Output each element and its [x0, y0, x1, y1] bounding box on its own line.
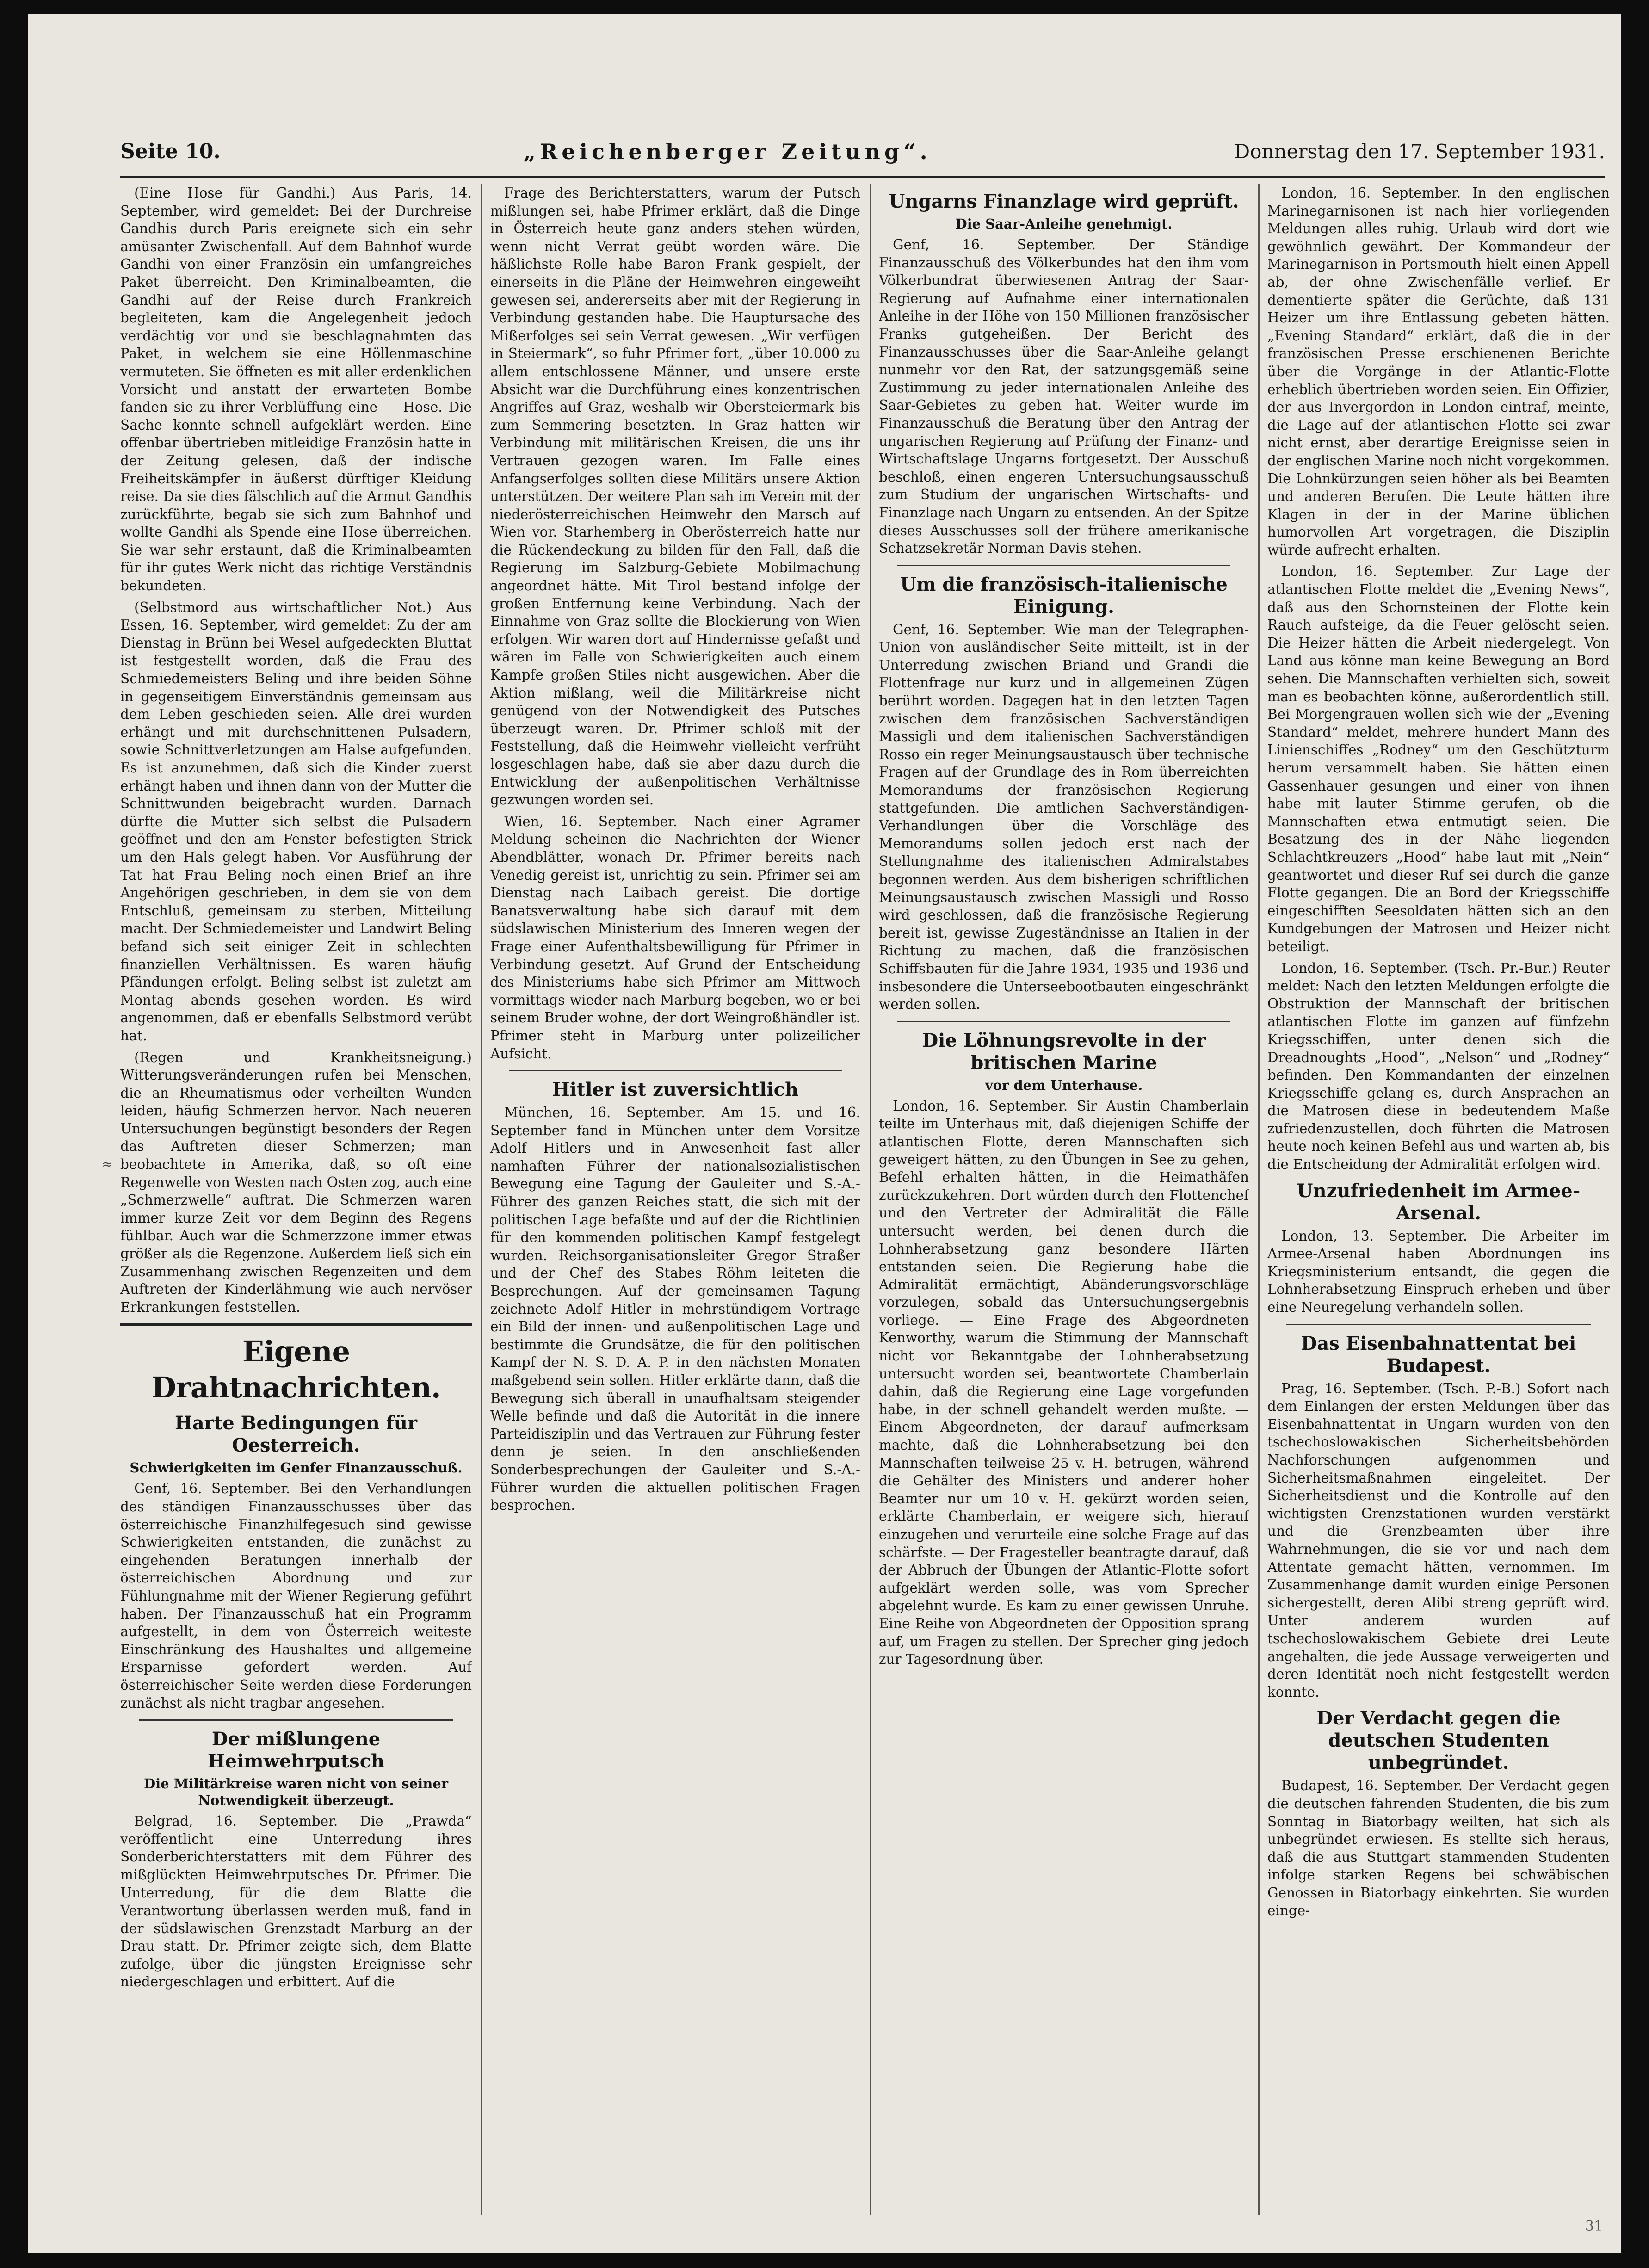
page-number: Seite 10.: [120, 140, 221, 163]
headline-hitler: Hitler ist zuversichtlich: [552, 1079, 799, 1101]
article-armee-arsenal: London, 13. September. Die Arbeiter im Armee-Arsenal haben Abordnungen ins Kriegsministerium entsandt, die gegen die Lohnherabsetzung Einspruch erheben und über eine Neuregelung verhandeln sollen.: [1267, 1228, 1610, 1316]
masthead: „Reichenberger Zeitung“.: [523, 139, 932, 164]
article-divider: [1286, 1324, 1591, 1325]
headline-loehnungsrevolte: Die Löhnungsrevolte in der britischen Marine: [922, 1029, 1206, 1074]
article-divider: [897, 1021, 1230, 1022]
article-loehnungsrevolte: London, 16. September. Sir Austin Chamberlain teilte im Unterhaus mit, daß diejenigen Schiffe der atlantischen Flotte, deren Mannschaften sich geweigert hätten, zu den Übungen in See zu gehen, Befehl erhalten hätten, in die Heimathäfen zurückzukehren. Dort würden durch den Flottenchef und den Vertreter der Admiralität die Fälle untersucht werden, bei denen durch die Lohnherabsetzung ganz besondere Härten entstanden seien. Die Regierung habe die Admiralität ermächtigt, Abänderungsvorschläge vorzulegen, sobald das Untersuchungsergebnis vorliege. — Eine Frage des Abgeordneten Kenworthy, warum die Stimmung der Mannschaft nicht vor Bekanntgabe der Lohnherabsetzung untersucht worden sei, beantwortete Chamberlain dahin, daß die Regierung eine Lage vorgefunden habe, in der schnell gehandelt werden mußte. — Einem Abgeordneten, der darauf aufmerksam machte, daß die Lohnherabsetzung bei den Mannschaften teilweise 25 v. H. betrugen, während die Gehälter des Ministers und anderer hoher Beamter nur um 10 v. H. gekürzt worden seien, erklärte Chamberlain, er weigere sich, hierauf einzugehen und verurteile eine solche Frage auf das schärfste. — Der Fragesteller beantragte darauf, daß der Abbruch der Übungen der Atlantic-Flotte sofort aufgeklärt werden solle, was vom Sprecher abgelehnt wurde. Es kam zu einer gewissen Unruhe. Eine Reihe von Abgeordneten der Opposition sprang auf, um Fragen zu stellen. Der Sprecher ging jedoch zur Tagesordnung über.: [879, 1098, 1249, 1668]
column-1: [120, 184, 472, 2210]
article-divider: [509, 1070, 842, 1071]
article-heimwehrputsch: Belgrad, 16. September. Die „Prawda“ veröffentlicht eine Unterredung ihres Sonderberichterstatters mit dem Führer des mißglückten Heimwehrputsches Dr. Pfrimer. Die Unterredung, für die dem Blatte die Verantwortung überlassen werden muß, fand in der südslawischen Grenzstadt Marburg an der Drau statt. Dr. Pfrimer zeigte sich, dem Blatte zufolge, über die jüngsten Ereignisse sehr niedergeschlagen und erbittert. Auf die: [120, 1813, 472, 1990]
column-4: [1267, 184, 1610, 2210]
column-divider: [870, 184, 871, 2215]
article-regen-krankheit: (Regen und Krankheitsneigung.) Witterungsveränderungen rufen bei Menschen, die an Rheumatismus oder verheilten Wunden leiden, häufig Schmerzen hervor. Nach neueren Untersuchungen begünstigt besonders der Regen das Auftreten dieser Schmerzen; man beobachtete in Amerika, daß, so oft eine Regenwelle von Westen nach Osten zog, auch eine „Schmerzwelle“ auftrat. Die Schmerzen waren immer kurze Zeit vor dem Beginn des Regens fühlbar. Auch war die Schmerzzone immer etwas größer als die Regenzone. Außerdem ließ sich ein Zusammenhang zwischen Regenzeiten und dem Auftreten der Kinderlähmung wie auch nervöser Erkrankungen feststellen.: [120, 1049, 472, 1315]
article-reuter: London, 16. September. (Tsch. Pr.-Bur.) Reuter meldet: Nach den letzten Meldungen erfolgte die Obstruktion der Mannschaft der britischen atlantischen Flotte im ganzen auf fünfzehn Kriegsschiffen, unter denen sich die Dreadnoughts „Hood“, „Nelson“ und „Rodney“ befinden. Den Kommandanten der einzelnen Kriegsschiffe gelang es, durch Ansprachen an die Matrosen diese in bedeutendem Maße zufriedenzustellen, doch führten die Matrosen heute noch keinen Befehl aus und warten ab, bis die Entscheidung der Admiralität erfolgen wird.: [1267, 960, 1610, 1173]
article-pfrimer-wien: Wien, 16. September. Nach einer Agramer Meldung scheinen die Nachrichten der Wiener Abendblätter, wonach Dr. Pfrimer bereits nach Venedig gereist ist, unrichtig zu sein. Pfrimer sei am Dienstag nach Laibach gereist. Die dortige Banatsverwaltung habe sich darauf mit dem südslawischen Ministerium des Inneren wegen der Frage einer Aufenthaltsbewilligung für Pfrimer in Verbindung gesetzt. Auf Grund der Entscheidung des Ministeriums habe sich Pfrimer am Mittwoch vormittags wieder nach Marburg begeben, wo er bei seinem Bruder wohne, der dort Weingroßhändler ist. Pfrimer steht in Marburg unter polizeilicher Aufsicht.: [490, 813, 860, 1062]
column-3: [879, 184, 1249, 2210]
subheadline-heimwehrputsch: Die Militärkreise waren nicht von seiner Notwendigkeit überzeugt.: [143, 1776, 449, 1809]
column-2: [490, 184, 860, 2210]
column-divider: [481, 184, 482, 2215]
article-divider: [897, 565, 1230, 566]
column-divider: [1258, 184, 1260, 2215]
section-rule: [120, 1323, 472, 1326]
headline-oesterreich: Harte Bedingungen für Oesterreich.: [174, 1412, 418, 1457]
section-title: Eigene Drahtnachrichten.: [151, 1335, 441, 1405]
article-atlantische-flotte: London, 16. September. Zur Lage der atlantischen Flotte meldet die „Evening News“, daß aus den Schornsteinen der Flotte kein Rauch aufsteige, da die Feuer gelöscht seien. Die Heizer hätten die Arbeit niedergelegt. Von Land aus könne man keine Bewegung an Bord sehen. Die Mannschaften verhielten sich, soweit man es beobachten könne, außerordentlich still. Bei Morgengrauen wollen sich wie der „Evening Standard“ meldet, mehrere hundert Mann des Linienschiffes „Rodney“ um den Geschützturm herum versammelt haben. Sie hätten einen Gassenhauer gesungen und einer von ihnen habe mit lauter Stimme gerufen, ob die Mannschaften etwa entmutigt seien. Die Besatzung des in der Nähe liegenden Schlachtkreuzers „Hood“ habe laut mit „Nein“ geantwortet und dieser Ruf sei durch die ganze Flotte gegangen. Die an Bord der Kriegsschiffe eingeschifften Seesoldaten hätten sich an den Kundgebungen der Matrosen und Heizer nicht beteiligt.: [1267, 563, 1610, 954]
issue-date: Donnerstag den 17. September 1931.: [1234, 140, 1605, 163]
headline-franz-ital: Um die französisch-italienische Einigung.: [900, 573, 1228, 618]
article-eisenbahnattentat: Prag, 16. September. (Tsch. P.-B.) Sofort nach dem Einlangen der ersten Meldungen über das Eisenbahnattentat in Ungarn wurden von den tschechoslowakischen Sicherheitsbehörden Nachforschungen aufgenommen und Sicherheitsmaßnahmen eingeleitet. Der Sicherheitsdienst und die Kontrolle auf den wichtigsten Grenzstationen wurden verstärkt und die Grenzbeamten über ihre Wahrnehmungen, die sie vor und nach dem Attentate gemacht hätten, vernommen. Im Zusammenhange damit wurden einige Personen sichergestellt, deren Alibi streng geprüft wird. Unter anderem wurden auf tschechoslowakischem Gebiete drei Leute angehalten, die jede Aussage verweigerten und deren Identität noch nicht festgestellt werden konnte.: [1267, 1380, 1610, 1700]
headline-eisenbahnattentat: Das Eisenbahnattentat bei Budapest.: [1301, 1332, 1576, 1377]
article-divider: [139, 1719, 453, 1721]
article-gandhi-hose: (Eine Hose für Gandhi.) Aus Paris, 14. September, wird gemeldet: Bei der Durchreise Gandhis durch Paris ereignete sich ein sehr amüsanter Zwischenfall. Auf dem Bahnhof wurde Gandhi von einer Französin ein umfangreiches Paket überreicht. Den Kriminalbeamten, die Gandhi auf der Reise durch Frankreich begleiteten, kam die Angelegenheit jedoch verdächtig vor und sie beschlagnahmten das Paket, in welchem sie eine Höllenmaschine vermuteten. Sie öffneten es mit aller erdenklichen Vorsicht und anstatt der erwarteten Bombe fanden sie zu ihrer Verblüffung eine — Hose. Die Sache konnte schnell aufgeklärt werden. Eine offenbar übertrieben mitleidige Französin hatte in der Zeitung gelesen, daß der indische Freiheitskämpfer in äußerst dürftiger Kleidung reise. Da sie dies fälschlich auf die Armut Gandhis zurückführte, begab sie sich zum Bahnhof und wollte Gandhi als Spende eine Hose überreichen. Sie war sehr erstaunt, daß die Kriminalbeamten für ihr gutes Werk nicht das richtige Verständnis bekundeten.: [120, 185, 472, 594]
article-ungarn: Genf, 16. September. Der Ständige Finanzausschuß des Völkerbundes hat den ihm vom Völkerbundrat überwiesenen Antrag der Saar-Regierung auf Aufnahme einer internationalen Anleihe in der Höhe von 150 Millionen französischer Franks gutgeheißen. Der Bericht des Finanzausschusses über die Saar-Anleihe gelangt nunmehr vor den Rat, der satzungsgemäß seine Zustimmung zu jeder internationalen Anleihe des Saar-Gebietes zu geben hat. Weiter wurde im Finanzausschuß die Beratung über den Antrag der ungarischen Regierung auf Prüfung der Finanz- und Wirtschaftslage Ungarns fortgesetzt. Der Ausschuß beschloß, einen engeren Untersuchungsausschuß zum Studium der ungarischen Wirtschafts- und Finanzlage nach Ungarn zu entsenden. An der Spitze dieses Ausschusses soll der frühere amerikanische Schatzsekretär Norman Davis stehen.: [879, 237, 1249, 556]
article-franz-ital: Genf, 16. September. Wie man der Telegraphen-Union von ausländischer Seite mitteilt, ist in der Unterredung zwischen Briand und Grandi die Flottenfrage nur kurz und in allgemeinen Zügen berührt worden. Dagegen hat in den letzten Tagen zwischen dem französischen Sachverständigen Massigli und dem italienischen Sachverständigen Rosso ein reger Meinungsaustausch über technische Fragen auf der Grundlage des in Rom überreichten Memorandums der französischen Regierung stattgefunden. Die amtlichen Sachverständigen-Verhandlungen über die Vorschläge des Memorandums sollen jedoch erst nach der Stellungnahme des italienischen Admiralstabes begonnen werden. Aus dem bisherigen schriftlichen Meinungsaustausch zwischen Massigli und Rosso wird geschlossen, daß die französische Regierung bereit ist, gewisse Zugeständnisse an Italien in der Richtung zu machen, daß die französischen Schiffsbauten für die Jahre 1934, 1935 und 1936 und insbesondere die Unterseebootbauten eingeschränkt werden sollen.: [879, 621, 1249, 1013]
headline-armee-arsenal: Unzufriedenheit im Armee-Arsenal.: [1297, 1180, 1581, 1224]
header-rule: [120, 176, 1605, 178]
headline-heimwehrputsch: Der mißlungene Heimwehrputsch: [207, 1728, 385, 1773]
fold-mark: ≈: [102, 1156, 113, 1172]
article-selbstmord: (Selbstmord aus wirtschaftlicher Not.) Aus Essen, 16. September, wird gemeldet: Zu der am Dienstag in Brünn bei Wesel aufgedeckten Bluttat ist festgestellt worden, daß die Frau des Schmiedemeisters Beling und ihre beiden Söhne in gegenseitigem Einverständnis gemeinsam aus dem Leben geschieden seien. Alle drei wurden erhängt und mit durchschnittenen Pulsadern, sowie Schnittverletzungen am Halse aufgefunden. Es ist anzunehmen, daß sich die Kinder zuerst erhängt haben und ihnen dann von der Mutter die Schnittwunden beigebracht wurden. Darnach dürfte die Mutter sich selbst die Pulsadern geöffnet und den am Fenster befestigten Strick um den Hals gelegt haben. Vor Ausführung der Tat hat Frau Beling noch einen Brief an ihre Angehörigen geschrieben, in dem sie von dem Entschluß, gemeinsam zu sterben, Mitteilung macht. Der Schmiedemeister und Landwirt Beling befand sich seit einiger Zeit in schlechten finanziellen Verhältnissen. Es waren häufig Pfändungen erfolgt. Beling selbst ist zuletzt am Montag abends gesehen worden. Es wird angenommen, daß er ebenfalls Selbstmord verübt hat.: [120, 599, 472, 1044]
subheadline-oesterreich: Schwierigkeiten im Genfer Finanzausschuß.: [130, 1460, 463, 1476]
page-corner-mark: 31: [1585, 2218, 1603, 2234]
page-header: [120, 130, 1605, 173]
subheadline-loehnungsrevolte: vor dem Unterhause.: [985, 1077, 1143, 1093]
article-heimwehrputsch-cont: Frage des Berichterstatters, warum der Putsch mißlungen sei, habe Pfrimer erklärt, daß die Dinge in Österreich heute ganz anders stehen würden, wenn nicht Verrat geübt worden wäre. Die häßlichste Rolle habe Baron Frank gespielt, der einerseits in die Pläne der Heimwehren eingeweiht gewesen sei, andererseits aber mit der Regierung in Verbindung gestanden habe. Die Hauptursache des Mißerfolges sei sein Verrat gewesen. „Wir verfügen in Steiermark“, so fuhr Pfrimer fort, „über 10.000 zu allem entschlossene Männer, und unsere erste Absicht war die Durchführung eines konzentrischen Angriffes auf Graz, weshalb wir Obersteiermark bis zum Semmering besetzten. In Graz hatten wir Verbindung mit militärischen Kreisen, die uns ihr Vertrauen gezogen waren. Im Falle eines Anfangserfolges sollten diese Militärs unsere Aktion unterstützen. Der weitere Plan sah im Verein mit der niederösterreichischen Heimwehr den Marsch auf Wien vor. Starhemberg in Oberösterreich hatte nur die Rückendeckung zu bilden für den Fall, daß die Regierung im Salzburg-Gebiete Mobilmachung angeordnet hätte. Mit Tirol bestand infolge der großen Entfernung keine Verbindung. Nach der Einnahme von Graz sollte die Blockierung von Wien erfolgen. Wir waren dort auf Hindernisse gefaßt und wären im Falle von Schwierigkeiten auch einem Kampfe großen Stiles nicht ausgewichen. Aber die Aktion mißlang, weil die Militärkreise nicht genügend von der Notwendigkeit des Putsches überzeugt waren. Dr. Pfrimer schloß mit der Feststellung, daß die Heimwehr vielleicht verfrüht losgeschlagen habe, daß sie aber dazu durch die Entwicklung der außenpolitischen Verhältnisse gezwungen worden sei.: [490, 185, 860, 808]
newspaper-page: [28, 14, 1621, 2253]
article-hitler: München, 16. September. Am 15. und 16. September fand in München unter dem Vorsitze Adolf Hitlers und in Anwesenheit fast aller namhaften Führer der nationalsozialistischen Bewegung eine Tagung der Gauleiter und S.-A.-Führer des ganzen Reiches statt, die sich mit der politischen Lage befaßte und auf der die Richtlinien für den kommenden politischen Kampf festgelegt wurden. Reichsorganisationsleiter Gregor Straßer und der Chef des Stabes Röhm leiteten die Besprechungen. Auf der gemeinsamen Tagung zeichnete Adolf Hitler in mehrstündigem Vortrage ein Bild der innen- und außenpolitischen Lage und bestimmte die Grundsätze, die für den politischen Kampf der N. S. D. A. P. in den nächsten Monaten maßgebend sein sollen. Hitler erklärte dann, daß die Bewegung sich überall in unaufhaltsam steigender Welle befinde und daß die Autorität in die innere Parteidisziplin und das Vertrauen zur Führung fester denn je seien. In den anschließenden Sonderbesprechungen der Gauleiter und S.-A.-Führer wurden die aktuellen politischen Fragen besprochen.: [490, 1105, 860, 1514]
headline-ungarn: Ungarns Finanzlage wird geprüft.: [889, 191, 1239, 212]
article-oesterreich: Genf, 16. September. Bei den Verhandlungen des ständigen Finanzausschusses über das österreichische Finanzhilfegesuch sind gewisse Schwierigkeiten entstanden, die zunächst zu eingehenden Beratungen innerhalb der österreichischen Abordnung und zur Fühlungnahme mit der Wiener Regierung geführt haben. Der Finanzausschuß hat ein Programm aufgestellt, in dem von Österreich weiteste Einschränkung des Haushaltes und allgemeine Ersparnisse gefordert werden. Auf österreichischer Seite werden diese Forderungen zunächst als nicht tragbar angesehen.: [120, 1481, 472, 1711]
article-marinegarnisonen: London, 16. September. In den englischen Marinegarnisonen ist nach hier vorliegenden Meldungen alles ruhig. Urlaub wird dort wie gewöhnlich gewährt. Der Kommandeur der Marinegarnison in Portsmouth hielt einen Appell ab, der ohne Zwischenfälle verlief. Er dementierte später die Gerüchte, daß 131 Heizer um ihre Entlassung gebeten hätten. „Evening Standard“ erklärt, daß die in der französischen Presse erschienenen Berichte über die Vorgänge in der Atlantic-Flotte erheblich übertrieben worden seien. Ein Offizier, der aus Invergordon in London eintraf, meinte, die Lage auf der atlantischen Flotte sei zwar nicht ernst, aber derartige Ereignisse seien in der englischen Marine noch nicht vorgekommen. Die Lohnkürzungen seien höher als bei Beamten und anderen Berufen. Die Leute hätten ihre Klagen in der in der Marine üblichen humorvollen Art vorgetragen, die Disziplin würde aufrecht erhalten.: [1267, 185, 1610, 558]
article-studenten: Budapest, 16. September. Der Verdacht gegen die deutschen fahrenden Studenten, die bis zum Sonntag in Biatorbagy weilten, hat sich als unbegründet erwiesen. Es stellte sich heraus, daß die aus Stuttgart stammenden Studenten infolge starken Regens bei schwäbischen Genossen in Biatorbagy einkehrten. Sie wurden einge-: [1267, 1778, 1610, 1919]
headline-studenten: Der Verdacht gegen die deutschen Studenten unbegründet.: [1316, 1707, 1561, 1774]
subheadline-ungarn: Die Saar-Anleihe genehmigt.: [955, 216, 1173, 232]
